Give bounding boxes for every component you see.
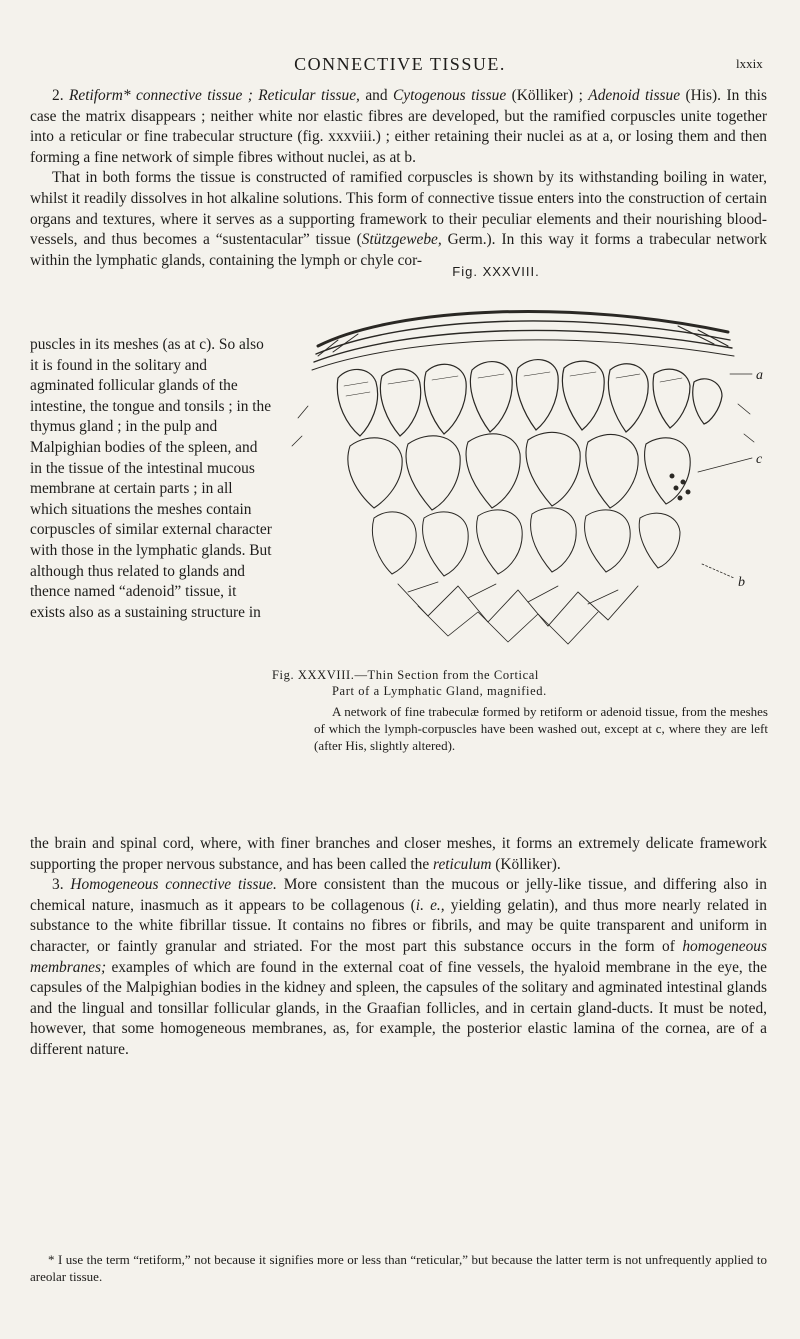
figure-caption	[272, 667, 768, 754]
caption-title-line-2: Part of a Lymphatic Gland, magnified.	[332, 684, 547, 698]
term-rest: connective tissue ;	[135, 87, 253, 104]
footnote: * I use the term “retiform,” not because it signifies more or less than “reticular,” but because the latter term is not unfrequently applied to areolar tissue.	[30, 1252, 767, 1284]
structure-text: That in both forms the tissue is constructed of ramified corpuscles is shown by its withstanding boiling in water, whilst it readily dissolves in hot alkaline solutions. This form of connective tissue enters into the construction of certain organs and textures, where it serves as a supporting framework to their peculiar elements and their nourishing blood-vessels, and thus becomes a “sustentacular” tissue (	[30, 169, 767, 249]
wrapped-column-text: puscles in its meshes (as at c). So also it is found in the solitary and agminated follicular glands of the intestine, the tongue and tonsils ; in the thymus gland ; in the pulp and Malpighian bodies of the spleen, and in the tissue of the intestinal mucous membrane at certain parts ; in all which situations the meshes contain corpuscles of similar external character with those in the lymphatic glands. But although thus related to glands and thence named “adenoid” tissue, it exists also as a sustaining structure in	[30, 336, 272, 621]
conjunction: and	[365, 87, 388, 104]
attribution-kolliker: (Kölliker) ;	[511, 87, 583, 104]
paragraph-continued	[30, 834, 767, 1061]
term-homogeneous: Homogeneous connective tissue.	[70, 876, 277, 894]
label-a: a	[756, 368, 763, 383]
term-homogeneous-membranes: homogeneous membranes;	[30, 937, 767, 976]
continuation-text	[30, 834, 767, 875]
abbrev-ie: i. e.,	[415, 896, 445, 914]
label-c: c	[756, 452, 763, 467]
caption-body: A network of fine trabeculæ formed by retiform or adenoid tissue, from the meshes of which the lymph-corpuscles have been washed out, except at c, where they are left (after His, slightly altered).	[314, 704, 768, 753]
continuation-part-1: the brain and spinal cord, where, with finer branches and closer meshes, it forms an extremely delicate framework supporting the proper nervous substance, and has been called the	[30, 835, 767, 873]
retiform-text: In this case the matrix disappears ; neither white nor elastic fibres are developed, but the ramified corpuscles unite together into a reticular or fine trabecular structure (fig. xxxviii.) ; either retaining their nuclei as at a, or losing them and then forming a fine network of simple fibres without nuclei, as at b.	[30, 87, 767, 166]
term-adenoid: Adenoid tissue	[588, 87, 681, 104]
attribution-his: (His).	[685, 87, 721, 104]
caption-title	[272, 667, 768, 699]
label-b: b	[738, 575, 745, 590]
homogeneous-text-2: yielding gelatin), and thus more nearly related in substance to the white fibrillar tissue. It contains no fibres or fibrils, and may be quite transparent and uniform in character, or faintly granular and striated. For the most part this substance occurs in the form of	[30, 896, 767, 955]
running-head: CONNECTIVE TISSUE.	[294, 54, 506, 74]
page-number: lxxix	[736, 56, 763, 71]
term-reticular: Reticular tissue,	[258, 87, 360, 104]
homogeneous-text-3: examples of which are found in the external coat of fine vessels, the hyaloid membrane in the eye, the capsules of the Malpighian bodies in the kidney and spleen, the capsules of the solitary and agminated intestinal glands and the lingual and tonsillar follicular glands, in the Graafian follicles, and in certain gland-ducts. It must be noted, however, that some homogeneous membranes, as, for example, the posterior elastic lamina of the cornea, are of a different nature.	[30, 958, 767, 1058]
term-retiform: Retiform*	[68, 87, 131, 104]
lymph-gland-drawing	[278, 286, 768, 666]
structure-text-end: Germ.). In this way it forms a trabecular network within the lymphatic glands, containing the lymph or chyle cor-	[30, 231, 767, 269]
figure-label: Fig. XXXVIII.	[452, 264, 540, 279]
retiform-structure	[30, 168, 767, 271]
homogeneous-text-1: More consistent than the mucous or jelly-like tissue, and differing also in chemical nature, inasmuch as it appears to be collagenous (	[30, 876, 768, 914]
caption-title-line-1: Fig. XXXVIII.—Thin Section from the Cortical	[272, 668, 539, 682]
paragraph-homogeneous	[30, 875, 767, 1060]
item-number: 2.	[52, 87, 64, 104]
retiform-definition	[30, 86, 767, 168]
term-reticulum: reticulum	[433, 855, 492, 873]
german-term: Stützgewebe,	[361, 231, 442, 249]
continuation-part-2: (Kölliker).	[491, 855, 561, 873]
item-number-3: 3.	[52, 876, 64, 894]
paragraph-retiform	[30, 86, 767, 271]
term-cytogenous: Cytogenous tissue	[393, 87, 507, 104]
